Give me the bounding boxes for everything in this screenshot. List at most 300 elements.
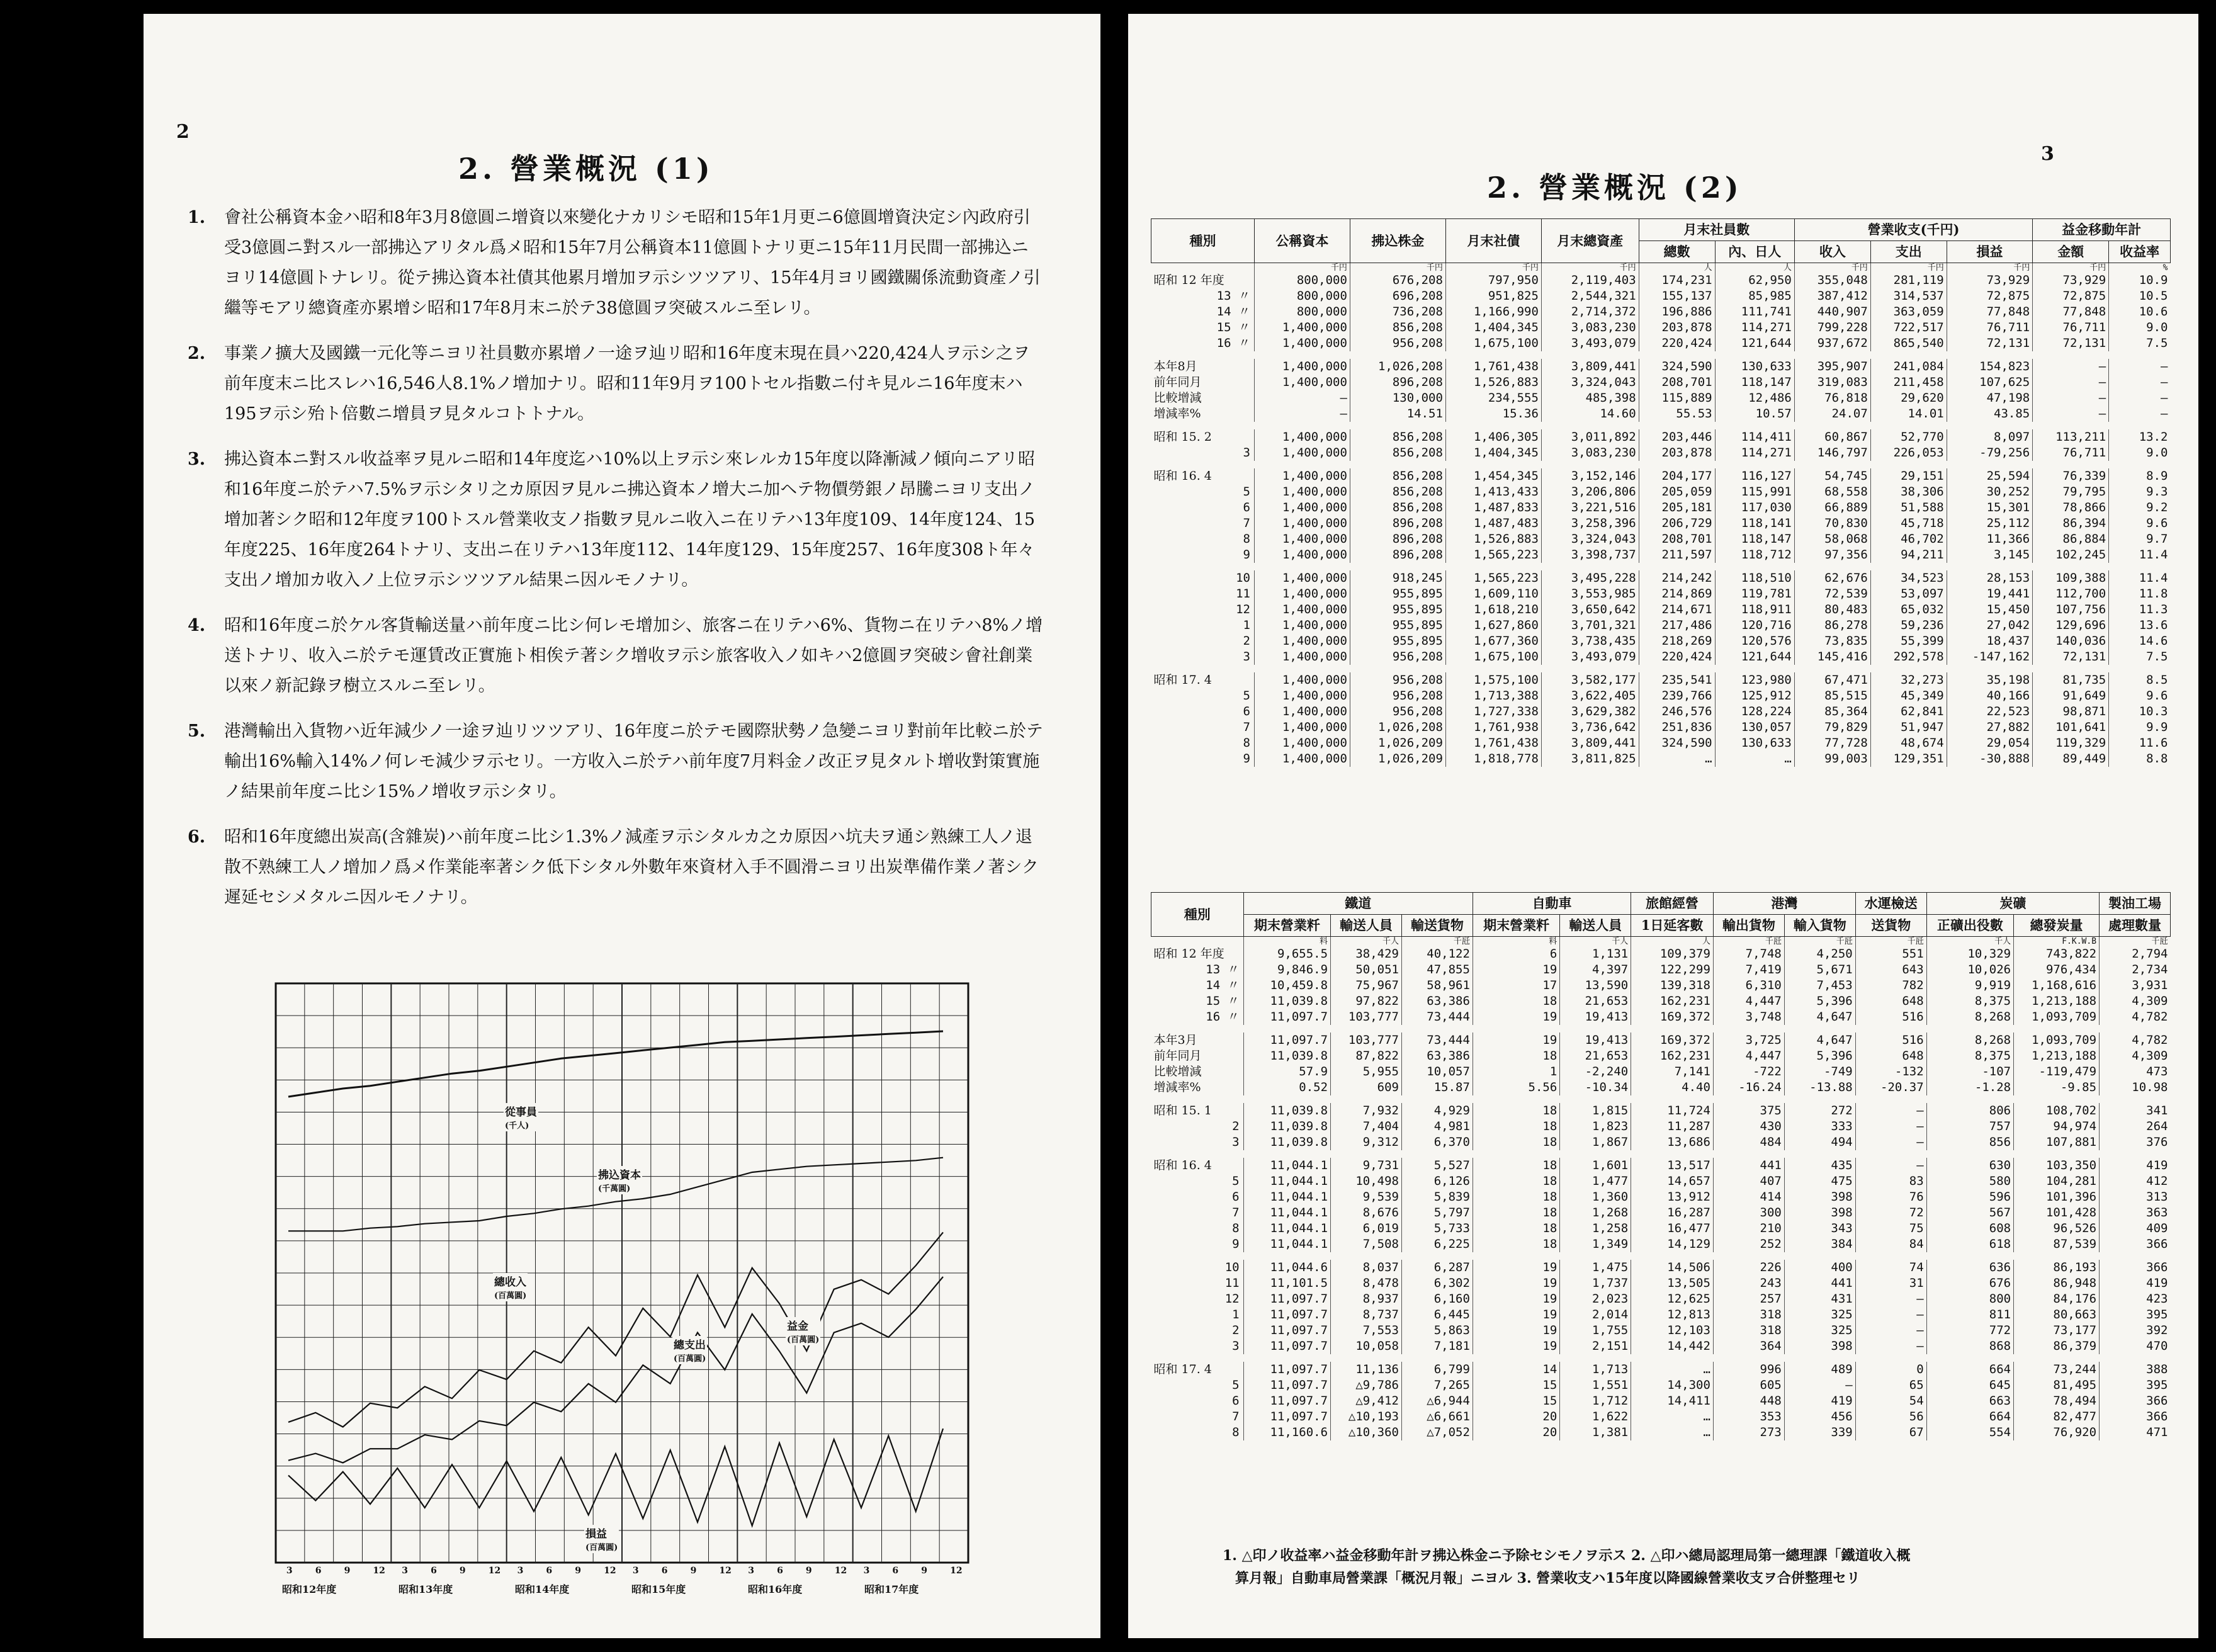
table-cell: 77,848	[2033, 304, 2109, 320]
table-cell: 1,026,208	[1350, 359, 1445, 375]
table-cell: 366	[2100, 1393, 2171, 1409]
table-cell: 956,208	[1350, 704, 1445, 720]
table-cell: 1,381	[1560, 1425, 1631, 1440]
table-cell: 76,818	[1794, 390, 1870, 406]
paragraph-number: 2.	[188, 344, 206, 363]
table-cell: 104,281	[2014, 1174, 2100, 1189]
table-cell: 7,181	[1401, 1338, 1473, 1354]
table-cell: 388	[2100, 1362, 2171, 1378]
table-cell: 4,397	[1560, 962, 1631, 978]
table-cell: 1,761,438	[1445, 735, 1541, 751]
table-cell: 130,057	[1715, 720, 1794, 735]
table-cell: 8,375	[1926, 1048, 2013, 1064]
table-cell: 856,208	[1350, 445, 1445, 461]
table-row	[1151, 1338, 2171, 1354]
table-cell: 214,242	[1639, 570, 1715, 586]
table-cell: 398	[1784, 1189, 1855, 1205]
table-cell: 1,404,345	[1445, 320, 1541, 336]
table-cell: 8,037	[1331, 1260, 1402, 1276]
table-cell: 208,701	[1639, 531, 1715, 547]
table-cell: 16,287	[1631, 1205, 1714, 1221]
table-cell: 11,287	[1631, 1119, 1714, 1134]
month-tick-label: 12	[834, 1566, 847, 1576]
table-cell: 264	[2100, 1119, 2171, 1134]
table-cell: 325	[1784, 1323, 1855, 1338]
row-label: 7	[1243, 516, 1250, 530]
table-cell: 118,147	[1715, 531, 1794, 547]
table-cell: 82,477	[2014, 1409, 2100, 1425]
table-cell: 1,526,883	[1445, 375, 1541, 390]
table-cell: 12,486	[1715, 390, 1794, 406]
col-bonds: 月末社債	[1445, 219, 1541, 263]
table-cell: —	[1855, 1291, 1926, 1307]
paragraph-6	[188, 822, 1044, 913]
table-cell: 1,823	[1560, 1119, 1631, 1134]
unit-row	[1151, 263, 2171, 273]
table-cell: 3,622,405	[1541, 688, 1639, 704]
table-cell: 85,364	[1794, 704, 1870, 720]
table-cell: 119,329	[2033, 735, 2109, 751]
table-cell: 856,208	[1350, 320, 1445, 336]
row-label: 3	[1232, 1339, 1240, 1353]
table-cell: 1,400,000	[1254, 586, 1350, 602]
table-cell: —	[2033, 359, 2109, 375]
table-cell: 273	[1713, 1425, 1784, 1440]
table-cell: 29,151	[1870, 468, 1947, 484]
table-row	[1151, 406, 2171, 422]
table-cell: 62,950	[1715, 273, 1794, 288]
table-cell: 9,846.9	[1243, 962, 1330, 978]
table-cell: —	[1855, 1119, 1926, 1134]
table-cell: 14,506	[1631, 1260, 1714, 1276]
table-cell: 73,177	[2014, 1323, 2100, 1338]
row-label: 7	[1232, 1206, 1240, 1219]
table-cell: 6,287	[1401, 1260, 1473, 1276]
table-row	[1151, 1260, 2171, 1276]
month-tick-label: 9	[459, 1566, 466, 1576]
table-cell: 80,483	[1794, 602, 1870, 618]
table-cell: 86,278	[1794, 618, 1870, 633]
table-cell: —	[1855, 1338, 1926, 1354]
table-cell: 806	[1926, 1103, 2013, 1119]
table-cell: 8,937	[1331, 1291, 1402, 1307]
table-cell: 281,119	[1870, 273, 1947, 288]
table-cell: 1,565,223	[1445, 547, 1541, 563]
table-cell: 1,400,000	[1254, 704, 1350, 720]
table-cell: 70,830	[1794, 516, 1870, 531]
table-cell: 109,388	[2033, 570, 2109, 586]
table-cell: 114,271	[1715, 320, 1794, 336]
table-row	[1151, 304, 2171, 320]
table-cell: 13.6	[2109, 618, 2171, 633]
month-tick-label: 3	[863, 1566, 870, 1576]
table-cell: 162,231	[1631, 1048, 1714, 1064]
table-cell: 11,160.6	[1243, 1425, 1330, 1440]
table-cell: 6,370	[1401, 1134, 1473, 1150]
col-paidin: 拂込株金	[1350, 219, 1445, 263]
table-cell: 11,097.7	[1243, 1323, 1330, 1338]
table-cell: 3,324,043	[1541, 531, 1639, 547]
table-cell: 5,955	[1331, 1064, 1402, 1080]
table-cell: 516	[1855, 1009, 1926, 1025]
table-cell: 609	[1331, 1080, 1402, 1095]
row-label: 15 〃	[1206, 994, 1240, 1008]
col-water-freight: 送貨物	[1855, 915, 1926, 937]
table-cell: 3,811,825	[1541, 751, 1639, 767]
row-label: 16 〃	[1206, 1010, 1240, 1024]
table-cell: 117,030	[1715, 500, 1794, 516]
table-row	[1151, 516, 2171, 531]
table-cell: 84	[1855, 1236, 1926, 1252]
table-cell: △7,052	[1401, 1425, 1473, 1440]
table-cell: 1,400,000	[1254, 516, 1350, 531]
table-cell: 489	[1784, 1362, 1855, 1378]
table-cell: 3,152,146	[1541, 468, 1639, 484]
table-cell: 19	[1473, 1307, 1559, 1323]
series-label-profit: 益金 (百萬圓)	[786, 1317, 820, 1345]
paragraph-text: 拂込資本ニ對スル收益率ヲ見ルニ昭和14年度迄ハ10%以上ヲ示シ來レルカ15年度以降漸減ノ傾向ニアリ昭和16年度ニ於テハ7.5%ヲ示シタリ之カ原因ヲ見ルニ拂込資本ノ增大ニ加ヘテ物價勞銀ノ昂騰ニヨリ支出ノ增加著シク昭和12年度ヲ100トスル營業收支ノ指數ヲ見ルニ收入ニ在リテハ13年度109、14年度124、15年度225、16年度264トナリ、支出ニ在リテハ13年度112、14年度129、15年度257、16年度308ト年々支出ノ增加カ收入ノ上位ヲ示シツツアル結果ニ因ルモノナリ。	[224, 450, 1036, 590]
table-cell: 73,444	[1401, 1032, 1473, 1048]
x-axis-label: 昭和17年度	[864, 1583, 919, 1595]
table-cell: 6,799	[1401, 1362, 1473, 1378]
table-row	[1151, 602, 2171, 618]
table-cell: 431	[1784, 1291, 1855, 1307]
table-cell: 14	[1473, 1362, 1559, 1378]
table-cell: 235,541	[1639, 672, 1715, 688]
table-cell: 6,302	[1401, 1276, 1473, 1291]
spacer-row	[1151, 665, 2171, 672]
table-cell: 13,517	[1631, 1158, 1714, 1174]
table-cell: 1,713,388	[1445, 688, 1541, 704]
table-cell: 13,686	[1631, 1134, 1714, 1150]
table-cell: 129,351	[1870, 751, 1947, 767]
row-label: 比較增減	[1153, 1065, 1202, 1078]
table-cell: —	[2109, 375, 2171, 390]
table-cell: 29,054	[1947, 735, 2032, 751]
table-row	[1151, 1103, 2171, 1119]
finance-table-body	[1151, 263, 2171, 767]
table-cell: 130,000	[1350, 390, 1445, 406]
table-cell: 1,400,000	[1254, 429, 1350, 445]
table-cell: 567	[1926, 1205, 2013, 1221]
table-cell: 1,400,000	[1254, 531, 1350, 547]
table-cell: 3,582,177	[1541, 672, 1639, 688]
paragraph-text: 昭和16年度總出炭高(含雜炭)ハ前年度ニ比シ1.3%ノ減產ヲ示シタルカ之カ原因ハ坑夫ヲ通シ熟練工人ノ退散不熟練工人ノ增加ノ爲メ作業能率著シク低下シタル外數年來資材入手不圓滑ニヨリ出炭準備作業ノ著シク遲延セシメタルニ因ルモノナリ。	[224, 827, 1039, 907]
table-cell: 1,627,860	[1445, 618, 1541, 633]
table-cell: 11,097.7	[1243, 1291, 1330, 1307]
table-cell: 1,349	[1560, 1236, 1631, 1252]
table-cell: 11,136	[1331, 1362, 1402, 1378]
table-cell: 2,151	[1560, 1338, 1631, 1354]
table-cell: 272	[1784, 1103, 1855, 1119]
unit-cell: 千人	[1331, 937, 1402, 947]
table-cell: 11,044.1	[1243, 1221, 1330, 1236]
table-cell: 101,428	[2014, 1205, 2100, 1221]
row-label: 14 〃	[1216, 305, 1250, 319]
table-cell: 76	[1855, 1189, 1926, 1205]
table-cell: 118,712	[1715, 547, 1794, 563]
table-cell: 18	[1473, 1134, 1559, 1150]
row-label: 7	[1243, 720, 1250, 734]
table-cell: 7,419	[1713, 962, 1784, 978]
table-cell: 7,453	[1784, 978, 1855, 993]
table-cell: 243	[1713, 1276, 1784, 1291]
col-rail-pax: 輸送人員	[1331, 915, 1402, 937]
table-cell: 797,950	[1445, 273, 1541, 288]
table-cell: 211,458	[1870, 375, 1947, 390]
table-cell: 14,411	[1631, 1393, 1714, 1409]
spacer-row	[1151, 351, 2171, 359]
table-cell: 19	[1473, 1323, 1559, 1338]
table-cell: 6	[1473, 946, 1559, 962]
month-tick-label: 3	[286, 1566, 293, 1576]
month-tick-label: 12	[719, 1566, 732, 1576]
paragraph-text: 事業ノ擴大及國鐵一元化等ニヨリ社員數亦累增ノ一途ヲ辿リ昭和16年度末現在員ハ220,424人ヲ示シ之ヲ前年度末ニ比スレハ16,546人8.1%ノ增加ナリ。昭和11年9月ヲ100トセル指數ニ付キ見ルニ16年度末ハ195ヲ示シ殆ト倍數ニ增員ヲ見タルコトトナル。	[224, 344, 1031, 424]
col-rail: 鐵道	[1243, 893, 1473, 915]
table-cell: 115,991	[1715, 484, 1794, 500]
table-cell: 1,727,338	[1445, 704, 1541, 720]
table-cell: 1,737	[1560, 1276, 1631, 1291]
col-rail-freight: 輸送貨物	[1401, 915, 1473, 937]
table-cell: 15,301	[1947, 500, 2032, 516]
table-cell: 937,672	[1794, 336, 1870, 351]
table-cell: 4,647	[1784, 1009, 1855, 1025]
table-cell: 101,641	[2033, 720, 2109, 735]
table-cell: 14,300	[1631, 1378, 1714, 1393]
table-cell: 4,929	[1401, 1103, 1473, 1119]
table-cell: 1,258	[1560, 1221, 1631, 1236]
table-cell: 3,809,441	[1541, 735, 1639, 751]
table-cell: 11,039.8	[1243, 1048, 1330, 1064]
table-cell: 19	[1473, 1260, 1559, 1276]
table-cell: 87,539	[2014, 1236, 2100, 1252]
x-axis-label: 昭和13年度	[399, 1583, 453, 1595]
table-cell: 13,912	[1631, 1189, 1714, 1205]
table-cell: 799,228	[1794, 320, 1870, 336]
row-label: 3	[1243, 650, 1250, 664]
row-label: 9	[1232, 1237, 1240, 1251]
row-label: 2	[1232, 1323, 1240, 1337]
table-cell: 103,777	[1331, 1032, 1402, 1048]
table-row	[1151, 359, 2171, 375]
table-cell: 1,400,000	[1254, 547, 1350, 563]
table-cell: 363,059	[1870, 304, 1947, 320]
table-cell: 11,724	[1631, 1103, 1714, 1119]
table-cell: 3,736,642	[1541, 720, 1639, 735]
table-cell: 107,756	[2033, 602, 2109, 618]
table-cell: 18	[1473, 1103, 1559, 1119]
table-cell: 211,597	[1639, 547, 1715, 563]
table-cell: —	[2109, 390, 2171, 406]
table-cell: 1,622	[1560, 1409, 1631, 1425]
table-cell: 343	[1784, 1221, 1855, 1236]
table-cell: 78,866	[2033, 500, 2109, 516]
table-cell: 208,701	[1639, 375, 1715, 390]
table-cell: 116,127	[1715, 468, 1794, 484]
table-cell: 648	[1855, 1048, 1926, 1064]
table-cell: 1,131	[1560, 946, 1631, 962]
table-cell: 79,795	[2033, 484, 2109, 500]
unit-cell: 千円	[1947, 263, 2032, 273]
table-cell: 409	[2100, 1221, 2171, 1236]
table-cell: 1,400,000	[1254, 484, 1350, 500]
table-cell: 234,555	[1445, 390, 1541, 406]
table-cell: 128,224	[1715, 704, 1794, 720]
unit-cell: 千人	[1926, 937, 2013, 947]
footnote-1: 1. △印ノ收益率ハ益金移動年計ヲ拂込株金ニ予除セシモノヲ示ス 2. △印ハ總局認理局第一總理課「鐵道收入概	[1223, 1547, 1911, 1564]
table-cell: 8,268	[1926, 1032, 2013, 1048]
unit-cell: F.K.W.B	[2014, 937, 2100, 947]
table-cell: 38,306	[1870, 484, 1947, 500]
table-cell: 1,575,100	[1445, 672, 1541, 688]
table-cell: 203,878	[1639, 445, 1715, 461]
table-cell: 18	[1473, 1119, 1559, 1134]
table-cell: 119,781	[1715, 586, 1794, 602]
row-label: 12	[1236, 603, 1250, 616]
table-cell: 395,907	[1794, 359, 1870, 375]
table-cell: 101,396	[2014, 1189, 2100, 1205]
table-cell: 976,434	[2014, 962, 2100, 978]
table-cell: 353	[1713, 1409, 1784, 1425]
table-cell: 3,701,321	[1541, 618, 1639, 633]
table-cell: 102,245	[2033, 547, 2109, 563]
table-cell: 324,590	[1639, 359, 1715, 375]
table-cell: 1,413,433	[1445, 484, 1541, 500]
table-cell: 696,208	[1350, 288, 1445, 304]
table-cell: 319,083	[1794, 375, 1870, 390]
unit-cell: 千円	[1350, 263, 1445, 273]
table-cell: 203,878	[1639, 320, 1715, 336]
table-cell: 1,675,100	[1445, 336, 1541, 351]
table-cell: 67,471	[1794, 672, 1870, 688]
table-cell: 407	[1713, 1174, 1784, 1189]
table-cell: 22,523	[1947, 704, 2032, 720]
table-row	[1151, 1174, 2171, 1189]
table-cell: 9.7	[2109, 531, 2171, 547]
row-label: 11	[1224, 1276, 1240, 1290]
table-cell: —	[1855, 1158, 1926, 1174]
table-cell: -2,240	[1560, 1064, 1631, 1080]
table-cell: 1	[1473, 1064, 1559, 1080]
table-row	[1151, 273, 2171, 288]
row-label: 增減率%	[1153, 1080, 1201, 1094]
table-cell: 376	[2100, 1134, 2171, 1150]
table-cell: 28,153	[1947, 570, 2032, 586]
table-cell: 366	[2100, 1409, 2171, 1425]
table-cell: 45,349	[1870, 688, 1947, 704]
row-label: 14 〃	[1206, 978, 1240, 992]
series-line-3	[288, 1232, 943, 1427]
table-cell: 75	[1855, 1221, 1926, 1236]
table-cell: 11,039.8	[1243, 1103, 1330, 1119]
table-cell: 251,836	[1639, 720, 1715, 735]
table-cell: 314,537	[1870, 288, 1947, 304]
table-cell: 470	[2100, 1338, 2171, 1354]
col-coal-output: 總發炭量	[2014, 915, 2100, 937]
table-cell: 246,576	[1639, 704, 1715, 720]
table-cell: 395	[2100, 1378, 2171, 1393]
table-cell: 4,981	[1401, 1119, 1473, 1134]
table-cell: 11.3	[2109, 602, 2171, 618]
unit-cell: 料	[1243, 937, 1330, 947]
table-row	[1151, 375, 2171, 390]
month-tick-label: 6	[661, 1566, 668, 1576]
table-row	[1151, 1205, 2171, 1221]
table-cell: 3,493,079	[1541, 649, 1639, 665]
col-capital: 公稱資本	[1254, 219, 1350, 263]
table-cell: 1,026,209	[1350, 751, 1445, 767]
month-tick-label: 6	[892, 1566, 899, 1576]
table-cell: 32,273	[1870, 672, 1947, 688]
table-row	[1151, 1064, 2171, 1080]
table-cell: 485,398	[1541, 390, 1639, 406]
table-cell: 5,671	[1784, 962, 1855, 978]
row-label: 昭和 15. 1	[1153, 1104, 1212, 1117]
table-cell: 12,103	[1631, 1323, 1714, 1338]
table-cell: 51,947	[1870, 720, 1947, 735]
table-cell: 11.4	[2109, 547, 2171, 563]
paragraph-3	[188, 444, 1044, 596]
table-cell: 676	[1926, 1276, 2013, 1291]
table-cell: 800,000	[1254, 288, 1350, 304]
table-cell: 67	[1855, 1425, 1926, 1440]
row-label: 昭和 16. 4	[1153, 1158, 1212, 1172]
table-cell: 3,629,382	[1541, 704, 1639, 720]
table-cell: 896,208	[1350, 375, 1445, 390]
table-cell: 72,131	[2033, 336, 2109, 351]
table-cell: 155,137	[1639, 288, 1715, 304]
table-cell: 398	[1784, 1338, 1855, 1354]
table-row	[1151, 1189, 2171, 1205]
table-row	[1151, 484, 2171, 500]
table-cell: 865,540	[1870, 336, 1947, 351]
table-row	[1151, 1032, 2171, 1048]
paragraph-text: 昭和16年度ニ於ケル客貨輸送量ハ前年度ニ比シ何レモ增加シ、旅客ニ在リテハ6%、貨物ニ在リテハ8%ノ增送トナリ、收入ニ於テモ運賃改正實施ト相俟テ著シク增收ヲ示シ旅客收入ノ如キハ2億圓ヲ突破シ會社創業以來ノ新記錄ヲ樹立スルニ至レリ。	[224, 616, 1043, 696]
table-cell: 1,761,438	[1445, 359, 1541, 375]
table-row	[1151, 688, 2171, 704]
col-rail-len: 期末營業粁	[1243, 915, 1330, 937]
table-cell: 1,487,833	[1445, 500, 1541, 516]
table-cell: 3,398,737	[1541, 547, 1639, 563]
table-cell: 435	[1784, 1158, 1855, 1174]
table-cell: 78,494	[2014, 1393, 2100, 1409]
table-cell: 608	[1926, 1221, 2013, 1236]
table-cell: 97,356	[1794, 547, 1870, 563]
table-cell: 11,097.7	[1243, 1307, 1330, 1323]
col-kind: 種別	[1151, 219, 1255, 263]
table-cell: 2,734	[2100, 962, 2171, 978]
table-cell: 516	[1855, 1032, 1926, 1048]
row-label: 8	[1232, 1221, 1240, 1235]
table-cell: 11,044.1	[1243, 1236, 1330, 1252]
table-cell: 65,032	[1870, 602, 1947, 618]
table-cell: 2,714,372	[1541, 304, 1639, 320]
table-cell: 318	[1713, 1307, 1784, 1323]
month-tick-label: 9	[690, 1566, 697, 1576]
series-line-5	[288, 1429, 943, 1525]
table-cell: …	[1631, 1362, 1714, 1378]
table-row	[1151, 672, 2171, 688]
table-cell: 6,160	[1401, 1291, 1473, 1307]
table-cell: 423	[2100, 1291, 2171, 1307]
table-cell: 8,097	[1947, 429, 2032, 445]
table-cell: 605	[1713, 1378, 1784, 1393]
month-tick-label: 12	[604, 1566, 616, 1576]
table-cell: 55,399	[1870, 633, 1947, 649]
table-cell: 800	[1926, 1291, 2013, 1307]
table-cell: —	[1254, 406, 1350, 422]
month-tick-label: 9	[805, 1566, 812, 1576]
